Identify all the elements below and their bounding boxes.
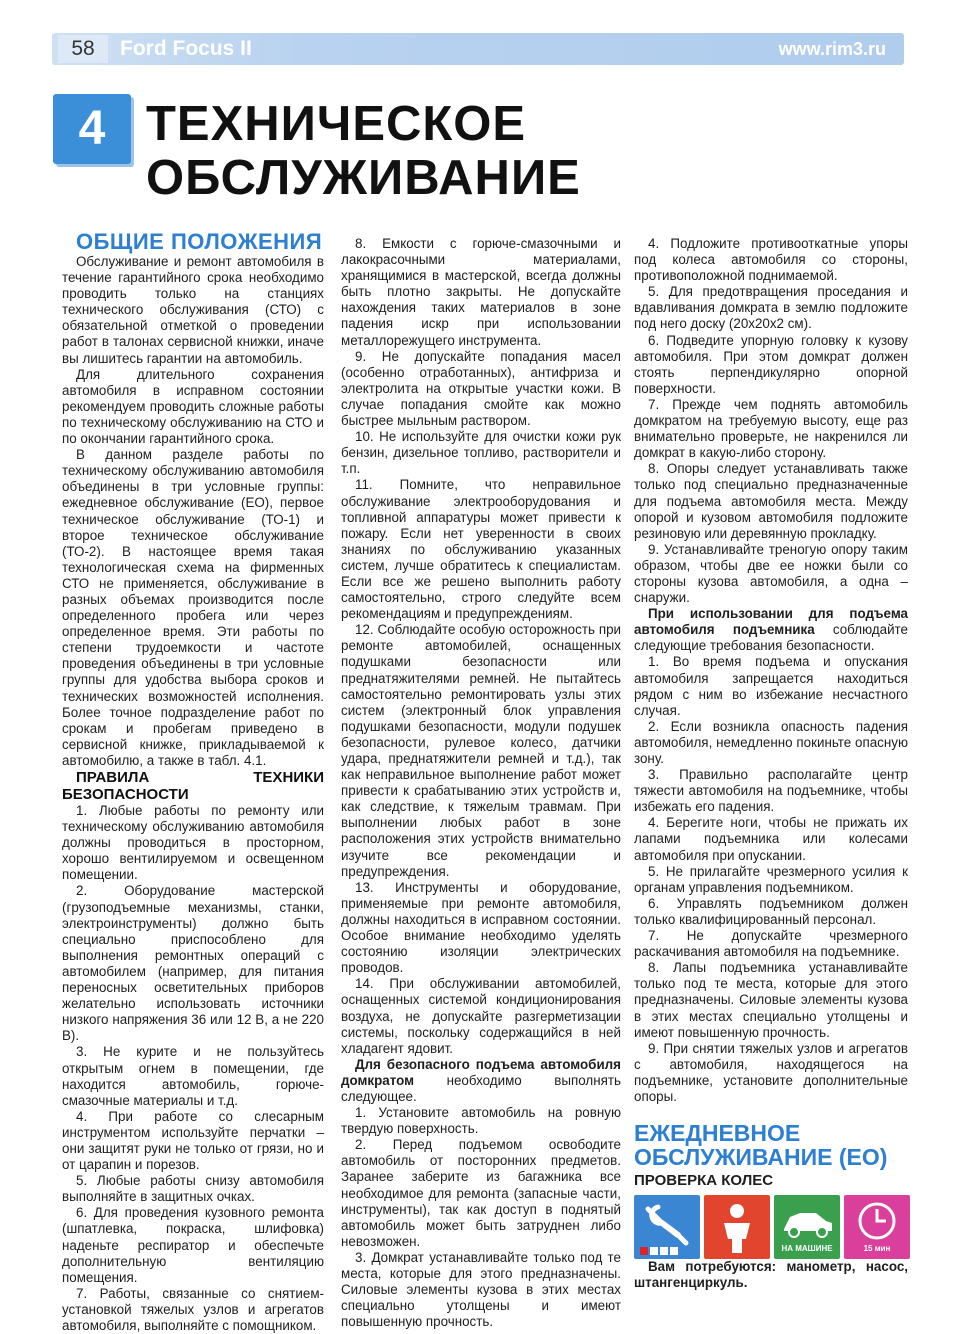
lift-item: 4. Берегите ноги, чтобы не прижать их лапами подъемника или колесами автомобиля при опускании. — [634, 815, 908, 863]
wrench-difficulty-icon — [634, 1195, 700, 1259]
column-3 — [634, 236, 908, 1291]
person-icon — [704, 1195, 770, 1259]
eo-title-line1: ЕЖЕДНЕВНОЕ — [634, 1120, 801, 1147]
paragraph: Для длительного сохранения автомобиля в исправном состоянии рекомендуем проводить сложные работы по техническому обслуживанию на СТО и по окончании гарантийного срока. — [62, 366, 324, 447]
difficulty-icons — [634, 1195, 908, 1259]
column-1 — [62, 230, 324, 1334]
lift-intro-rest: соблюдайте следующие требования безопасности. — [634, 622, 908, 654]
page-number: 58 — [58, 35, 108, 63]
rule-item: 11. Помните, что неправильное обслуживание электрооборудования и топливной аппаратуры может привести к пожару. Если нет уверенности в своих знаниях по обслуживанию указанных систем, лучше обратитесь к специалистам. Если все же решено выполнить работу самостоятельно, строго следуйте всем рекомендациям и предупреждениям. — [341, 477, 621, 622]
lift-item: 5. Не прилагайте чрезмерного усилия к органам управления подъемником. — [634, 863, 908, 895]
section-heading-daily-maintenance — [634, 1121, 908, 1169]
jack-item: 8. Опоры следует устанавливать также только под специально предназначенные для подъема автомобиля места. Между опорой и кузовом автомобиля подложите резиновую или деревянную прокладку. — [634, 461, 908, 541]
paragraph: В данном разделе работы по техническому обслуживанию автомобиля объединены в три условные группы: ежедневное обслуживание (ЕО), первое техническое обслуживание (ТО-1) и второе техническое обслуживание (ТО-2). В настоящее время такая технологическая схема на фирменных СТО не применяется, обслуживание в разных объемах производится после определенного пробега или через определенное время. Эти работы по степени трудоемкости и частоте проведения объединены в три условные группы для удобства выбора сроков и технических возможностей исполнения. Более точное подразделение работ по срокам и пробегам приведено в сервисной книжке, прикладываемой к автомобилю, а также в табл. 4.1. — [62, 447, 324, 768]
rule-item: 5. Любые работы снизу автомобиля выполняйте в защитных очках. — [62, 1173, 324, 1205]
lift-item: 1. Во время подъема и опускания автомобиля запрещается находиться рядом с ним во избежание несчастного случая. — [634, 654, 908, 718]
book-title: Ford Focus II — [120, 37, 252, 60]
rule-item: 14. При обслуживании автомобилей, оснащенных системой кондиционирования воздуха, не допускайте разгерметизации системы, поскольку содержащийся в ней хладагент ядовит. — [341, 976, 621, 1056]
jack-item: 1. Установите автомобиль на ровную твердую поверхность. — [341, 1105, 621, 1137]
lift-item: 8. Лапы подъемника устанавливайте только под те места, которые для этого предназначены. Силовые элементы кузова в этих местах специально утолщены и имеют повышенную прочность. — [634, 960, 908, 1040]
jack-intro-rest: необходимо выполнять следующее. — [341, 1072, 621, 1104]
jack-item: 3. Домкрат устанавливайте только под те места, которые для этого предназначены. Силовые элементы кузова в этих местах специально утолщены и имеют повышенную прочность. — [341, 1249, 621, 1330]
lift-intro — [634, 606, 908, 654]
rule-item: 1. Любые работы по ремонту или техническому обслуживанию автомобиля должны проводиться в просторном, хорошо вентилируемом и освещенном помещении. — [62, 803, 324, 883]
eo-title-line2: ОБСЛУЖИВАНИЕ (ЕО) — [634, 1144, 888, 1171]
jack-intro — [341, 1057, 621, 1105]
clock-icon-tile — [844, 1195, 910, 1259]
rule-item: 2. Оборудование мастерской (грузоподъемные механизмы, станки, электроинструменты) должно быть специально приспособлено для выполнения ремонтных операций с автомобилем (например, для питания переносных осветительных приборов желательно использовать источники низкого напряжения 36 или 12 В, а не 220 В). — [62, 883, 324, 1044]
person-icon-tile — [704, 1195, 770, 1259]
rule-item: 3. Не курите и не пользуйтесь открытым огнем в помещении, где находится автомобиль, горюче-смазочные материалы и т.д. — [62, 1044, 324, 1108]
rule-item: 7. Работы, связанные со снятием-установкой тяжелых узлов и агрегатов автомобиля, выполняйте с помощником. — [62, 1285, 324, 1333]
time-label: 15 мин — [863, 1244, 891, 1254]
jack-item: 9. Устанавливайте треногую опору таким образом, чтобы две ее ножки были со стороны кузова автомобиля, а одна – снаружи. — [634, 541, 908, 606]
chapter-number: 4 — [78, 102, 106, 155]
rule-item: 4. При работе со слесарным инструментом используйте перчатки – они защитят руки не только от грязи, но и от царапин и порезов. — [62, 1108, 324, 1173]
lift-intro-bold: При использовании для подъема автомобиля подъемника — [634, 606, 908, 638]
chapter-title — [146, 97, 581, 205]
clock-icon — [844, 1195, 910, 1245]
rule-item: 12. Соблюдайте особую осторожность при ремонте автомобилей, оснащенных подушками безопасности или преднатяжителями ремней. Не пытайтесь самостоятельно ремонтировать узлы этих систем (электронный блок управления подушками безопасности, модули подушек безопасности, рулевое колесо, датчики удара, преднатяжители ремней и т.д.), так как неправильное выполнение работ может привести к срабатыванию этих устройств и, как следствие, к тяжелым травмам. При выполнении любых работ в зоне расположения этих устройств внимательно изучите все рекомендации и предупреждения. — [341, 622, 621, 879]
jack-item: 5. Для предотвращения проседания и вдавливания домкрата в землю подложите под него доску (20х20х2 см). — [634, 284, 908, 332]
car-icon-tile — [774, 1195, 840, 1259]
section-heading-general: ОБЩИЕ ПОЛОЖЕНИЯ — [76, 229, 323, 254]
paragraph: Обслуживание и ремонт автомобиля в течение гарантийного срока необходимо проводить только на станциях технического обслуживания (СТО) с обязательной отметкой о проведении работ в талонах сервисной книжки, иначе вы лишитесь гарантии на автомобиль. — [62, 254, 324, 366]
rule-item: 10. Не используйте для очистки кожи рук бензин, дизельное топливо, растворители и т.п. — [341, 429, 621, 477]
jack-intro-bold: Для безопасного подъема автомобиля домкратом — [341, 1056, 621, 1088]
car-icon — [774, 1195, 840, 1245]
lift-item: 7. Не допускайте чрезмерного раскачивания автомобиля на подъемнике. — [634, 928, 908, 960]
on-car-label: НА МАШИНЕ — [781, 1244, 833, 1254]
jack-item: 2. Перед подъемом освободите автомобиль от посторонних предметов. Заранее заберите из багажника все необходимое для ремонта (запасные части, инструменты), так как доступ в поднятый автомобиль может быть затруднен либо невозможен. — [341, 1137, 621, 1249]
rule-item: 13. Инструменты и оборудование, применяемые при ремонте автомобиля, должны находиться в исправном состоянии. Особое внимание необходимо уделять состоянию изоляции электрических проводов. — [341, 879, 621, 976]
rule-item: 6. Для проведения кузовного ремонта (шпатлевка, покраска, шлифовка) наденьте респиратор и обеспечьте дополнительную вентиляцию помещения. — [62, 1205, 324, 1285]
required-tools: Вам потребуются: манометр, насос, штангенциркуль. — [634, 1259, 908, 1291]
difficulty-level-dots — [640, 1247, 678, 1255]
jack-item: 7. Прежде чем поднять автомобиль домкратом на требуемую высоту, еще раз внимательно проверьте, не накренился ли домкрат в какую-либо сторону. — [634, 396, 908, 461]
lift-item: 9. При снятии тяжелых узлов и агрегатов с автомобиля, находящегося на подъемнике, установите дополнительные опоры. — [634, 1040, 908, 1104]
subheading-safety-rules: ПРАВИЛА ТЕХНИКИ БЕЗОПАСНОСТИ — [62, 769, 324, 803]
jack-item: 4. Подложите противооткатные упоры под колеса автомобиля со стороны, противоположной поднимаемой. — [634, 236, 908, 284]
column-2 — [341, 236, 621, 1330]
subheading-wheel-check: ПРОВЕРКА КОЛЕС — [634, 1172, 774, 1190]
lift-item: 2. Если возникла опасность падения автомобиля, немедленно покиньте опасную зону. — [634, 718, 908, 766]
jack-item: 6. Подведите упорную головку к кузову автомобиля. При этом домкрат должен стоять перпендикулярно опорной поверхности. — [634, 332, 908, 396]
chapter-title-line1: ТЕХНИЧЕСКОЕ — [146, 97, 527, 151]
lift-item: 6. Управлять подъемником должен только квалифицированный персонал. — [634, 895, 908, 927]
site-url[interactable]: www.rim3.ru — [778, 39, 886, 59]
lift-item: 3. Правильно располагайте центр тяжести автомобиля на подъемнике, чтобы избежать его падения. — [634, 767, 908, 815]
chapter-number-box — [53, 94, 131, 164]
chapter-title-line2: ОБСЛУЖИВАНИЕ — [146, 151, 581, 205]
rule-item: 9. Не допускайте попадания масел (особенно отработанных), антифриза и электролита на открытые участки кожи. В случае попадания смойте как можно быстрее мыльным раствором. — [341, 348, 621, 429]
rule-item: 8. Емкости с горюче-смазочными и лакокрасочными материалами, хранящимися в мастерской, всегда должны быть плотно закрыты. Не допускайте нахождения таких материалов в зоне падения искр при использовании металлорежущего инструмента. — [341, 236, 621, 348]
